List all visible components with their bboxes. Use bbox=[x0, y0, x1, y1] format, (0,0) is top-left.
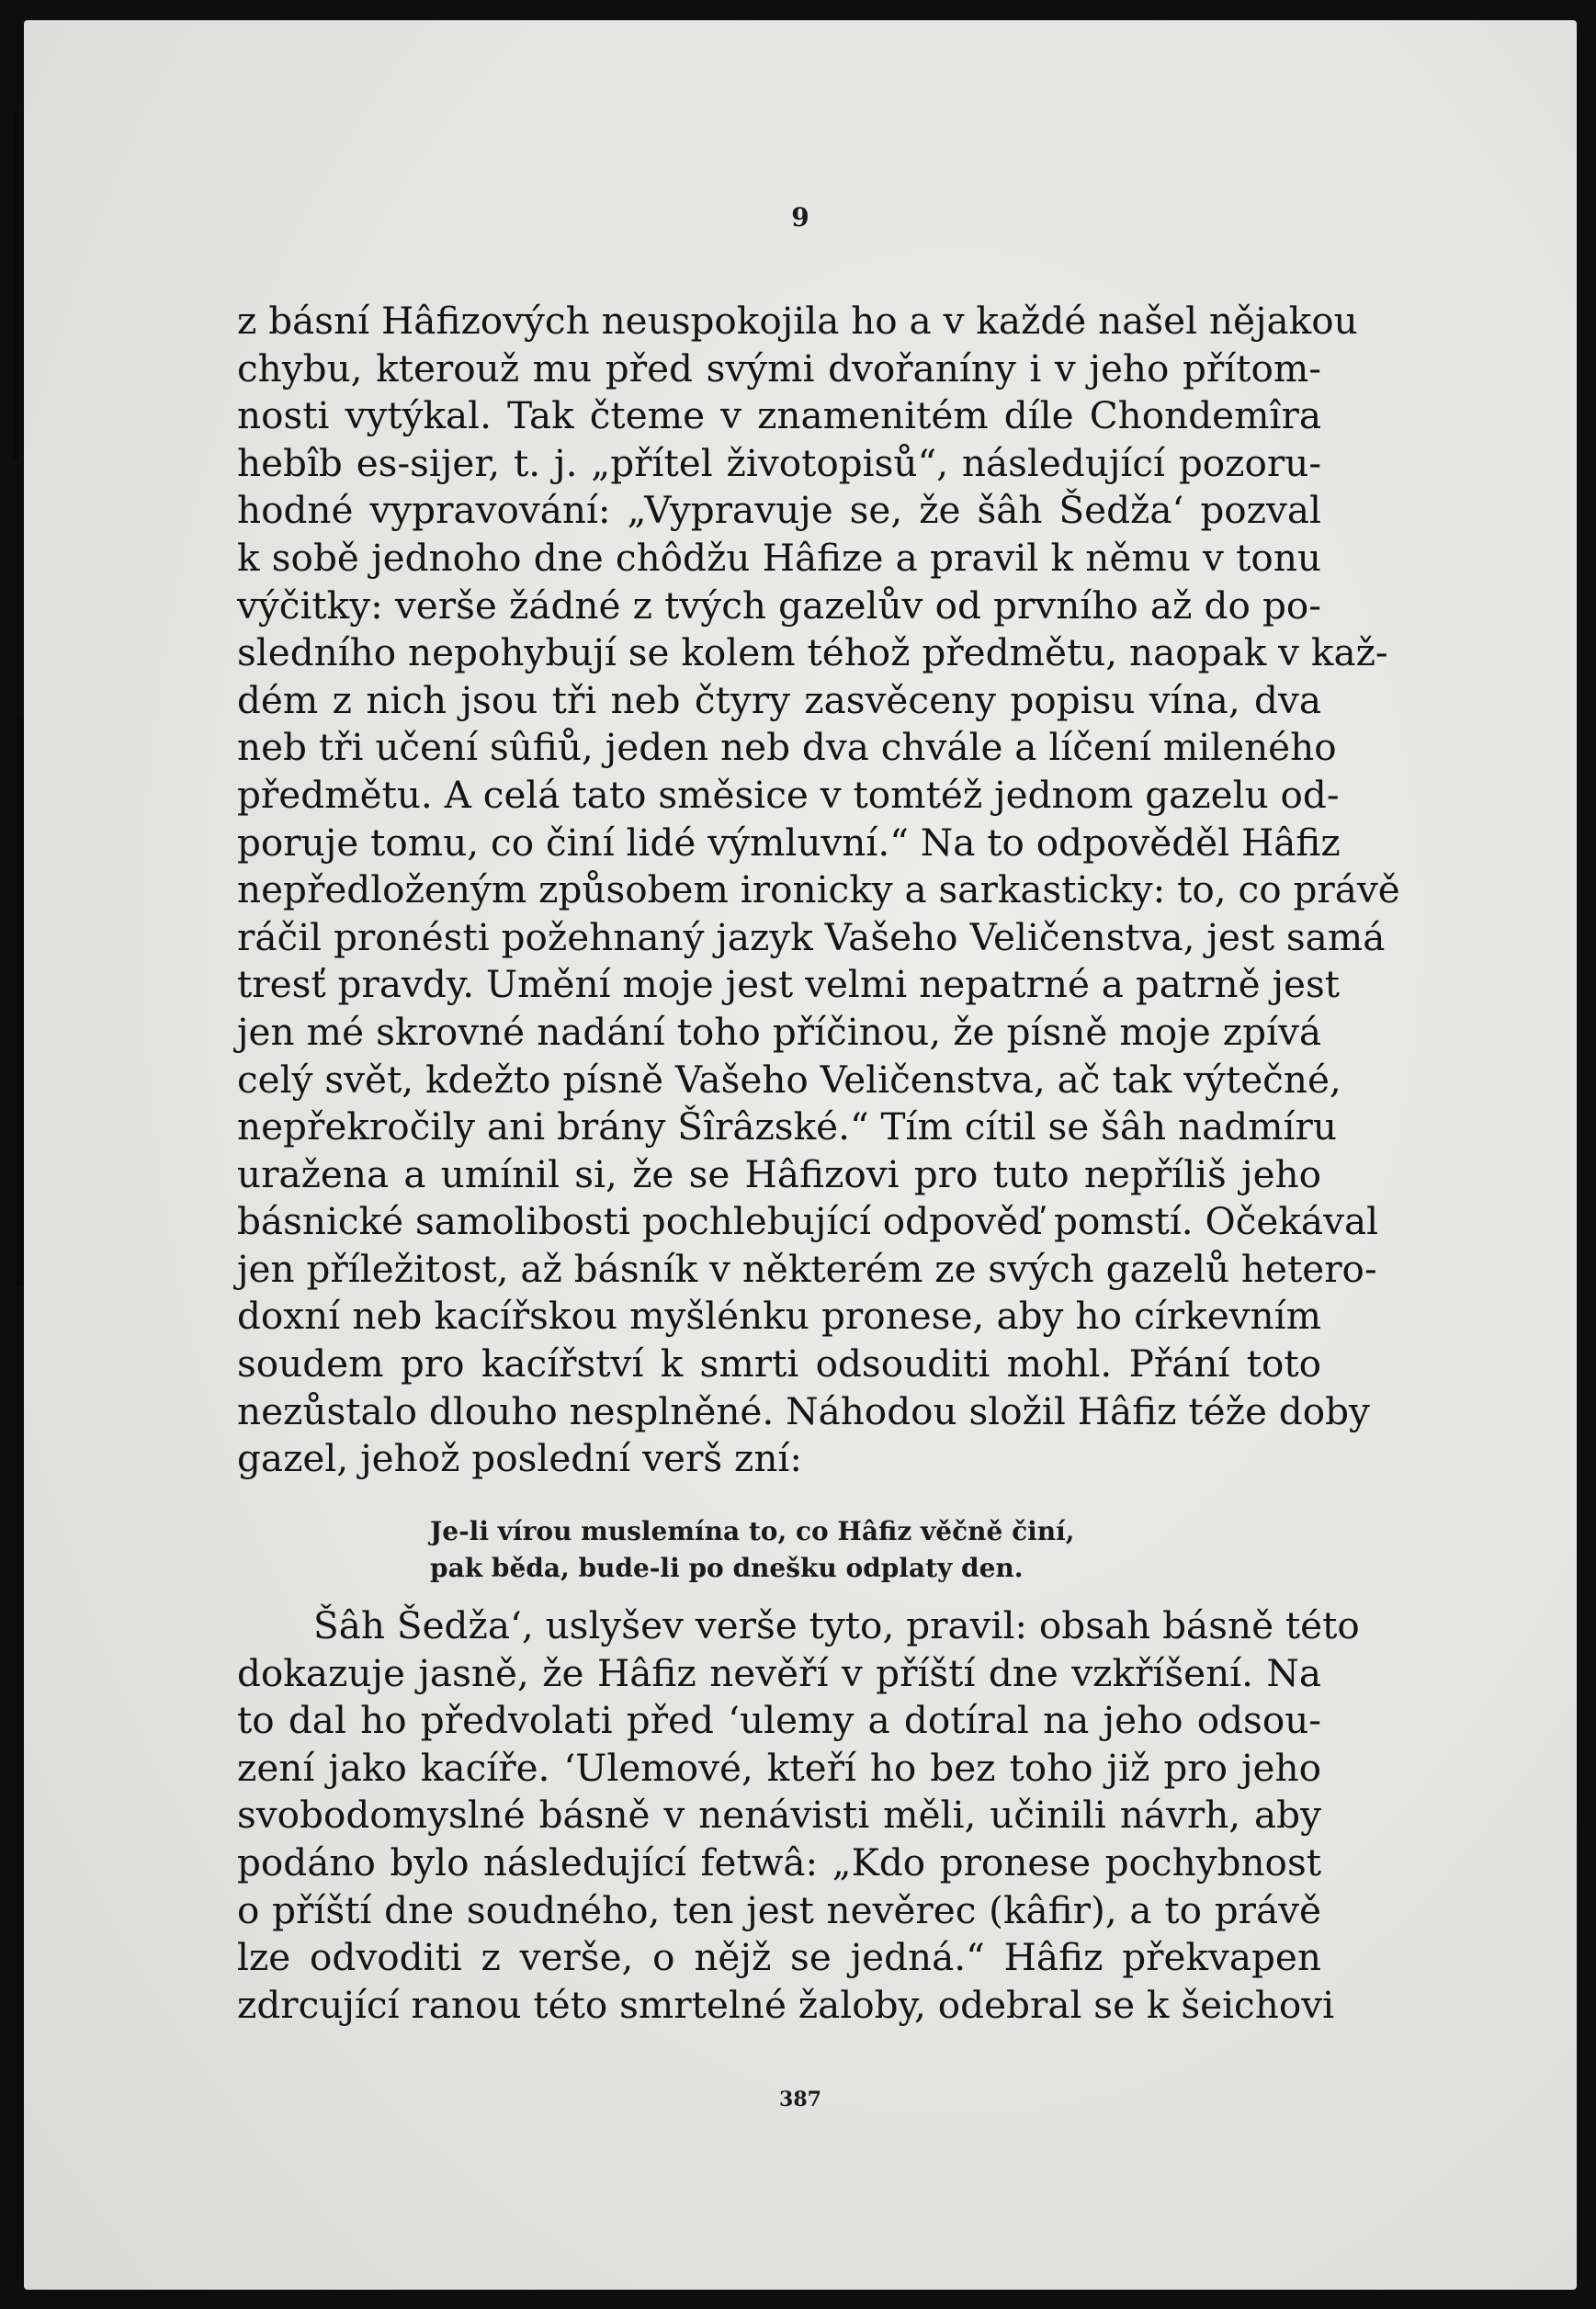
text-line: předmětu. A celá tato směsice v tomtéž jednom gazelu od- bbox=[237, 772, 1340, 817]
text-line: hodné vypravování: „Vypravuje se, že šâh Šedža‘ pozval bbox=[237, 488, 1321, 533]
text-line: sledního nepohybují se kolem téhož předmětu, naopak v kaž- bbox=[237, 630, 1388, 675]
text-line: poruje tomu, co činí lidé výmluvní.“ Na to odpověděl Hâfiz bbox=[237, 820, 1341, 865]
text-line: zdrcující ranou této smrtelné žaloby, odebral se k šeichovi bbox=[237, 1982, 1335, 2027]
binding-edge-mark bbox=[17, 717, 24, 1286]
page-number: 9 bbox=[791, 202, 809, 232]
verse-quote bbox=[430, 1513, 1165, 1587]
book-page bbox=[24, 20, 1577, 2290]
text-line: o příští dne soudného, ten jest nevěrec (kâfir), a to právě bbox=[237, 1887, 1321, 1932]
printer-signature: 387 bbox=[779, 2088, 821, 2111]
text-line: gazel, jehož poslední verš zní: bbox=[237, 1436, 803, 1481]
text-line: soudem pro kacířství k smrti odsouditi mohl. Přání toto bbox=[237, 1341, 1321, 1387]
text-line: k sobě jednoho dne chôdžu Hâfize a pravil k němu v tonu bbox=[237, 535, 1321, 580]
text-line: uražena a umínil si, že se Hâfizovi pro tuto nepříliš jeho bbox=[237, 1151, 1321, 1196]
text-line: jen příležitost, až básník v některém ze svých gazelů hetero- bbox=[237, 1246, 1377, 1291]
text-line: z básní Hâfizových neuspokojila ho a v každé našel nějakou bbox=[237, 299, 1358, 343]
text-line: hebîb es-sijer, t. j. „přítel životopisů“, následující pozoru- bbox=[237, 440, 1321, 485]
text-line: výčitky: verše žádné z tvých gazelův od prvního až do po- bbox=[237, 583, 1321, 628]
text-line: zení jako kacíře. ‘Ulemové, kteří ho bez toho již pro jeho bbox=[237, 1745, 1321, 1790]
verse-line: Je-li vírou muslemína to, co Hâfiz věčně činí, bbox=[430, 1516, 1075, 1546]
text-line: nepřekročily ani brány Šîrâzské.“ Tím cítil se šâh nadmíru bbox=[237, 1104, 1337, 1149]
text-line: nezůstalo dlouho nesplněné. Náhodou složil Hâfiz téže doby bbox=[237, 1388, 1370, 1433]
text-line: nosti vytýkal. Tak čteme v znamenitém díle Chondemîra bbox=[237, 393, 1321, 438]
text-line: to dal ho předvolati před ‘ulemy a dotíral na jeho odsou- bbox=[237, 1698, 1321, 1743]
text-line: ráčil pronésti požehnaný jazyk Vašeho Veličenstva, jest samá bbox=[237, 914, 1386, 959]
paragraph-2 bbox=[237, 1602, 1360, 2029]
text-line: podáno bylo následující fetwâ: „Kdo pronese pochybnost bbox=[237, 1839, 1321, 1885]
text-line: chybu, kterouž mu před svými dvořaníny i v jeho přítom- bbox=[237, 345, 1321, 390]
text-line: Šâh Šedža‘, uslyšev verše tyto, pravil: obsah básně této bbox=[313, 1603, 1360, 1647]
paragraph-1 bbox=[237, 298, 1400, 1483]
text-line: básnické samolibosti pochlebující odpověď pomstí. Očekával bbox=[237, 1199, 1379, 1244]
verse-line: pak běda, bude-li po dnešku odplaty den. bbox=[430, 1553, 1024, 1583]
text-line: jen mé skrovné nadání toho příčinou, že písně moje zpívá bbox=[237, 1009, 1321, 1054]
text-line: tresť pravdy. Umění moje jest velmi nepatrné a patrně jest bbox=[237, 962, 1341, 1007]
text-line: dém z nich jsou tři neb čtyry zasvěceny popisu vína, dva bbox=[237, 677, 1321, 722]
text-line: dokazuje jasně, že Hâfiz nevěří v příští dne vzkříšení. Na bbox=[237, 1650, 1321, 1695]
text-line: svobodomyslné básně v nenávisti měli, učinili návrh, aby bbox=[237, 1793, 1321, 1838]
text-line: lze odvoditi z verše, o nějž se jedná.“ Hâfiz překvapen bbox=[237, 1935, 1321, 1980]
text-line: doxní neb kacířskou myšlénku pronese, aby ho církevním bbox=[237, 1294, 1321, 1339]
text-line: neb tři učení sûfiů, jeden neb dva chvále a líčení mileného bbox=[237, 725, 1337, 770]
binding-edge-mark bbox=[13, 110, 18, 459]
text-line: nepředloženým způsobem ironicky a sarkasticky: to, co právě bbox=[237, 867, 1400, 912]
text-line: celý svět, kdežto písně Vašeho Veličenstva, ač tak výtečné, bbox=[237, 1057, 1341, 1102]
